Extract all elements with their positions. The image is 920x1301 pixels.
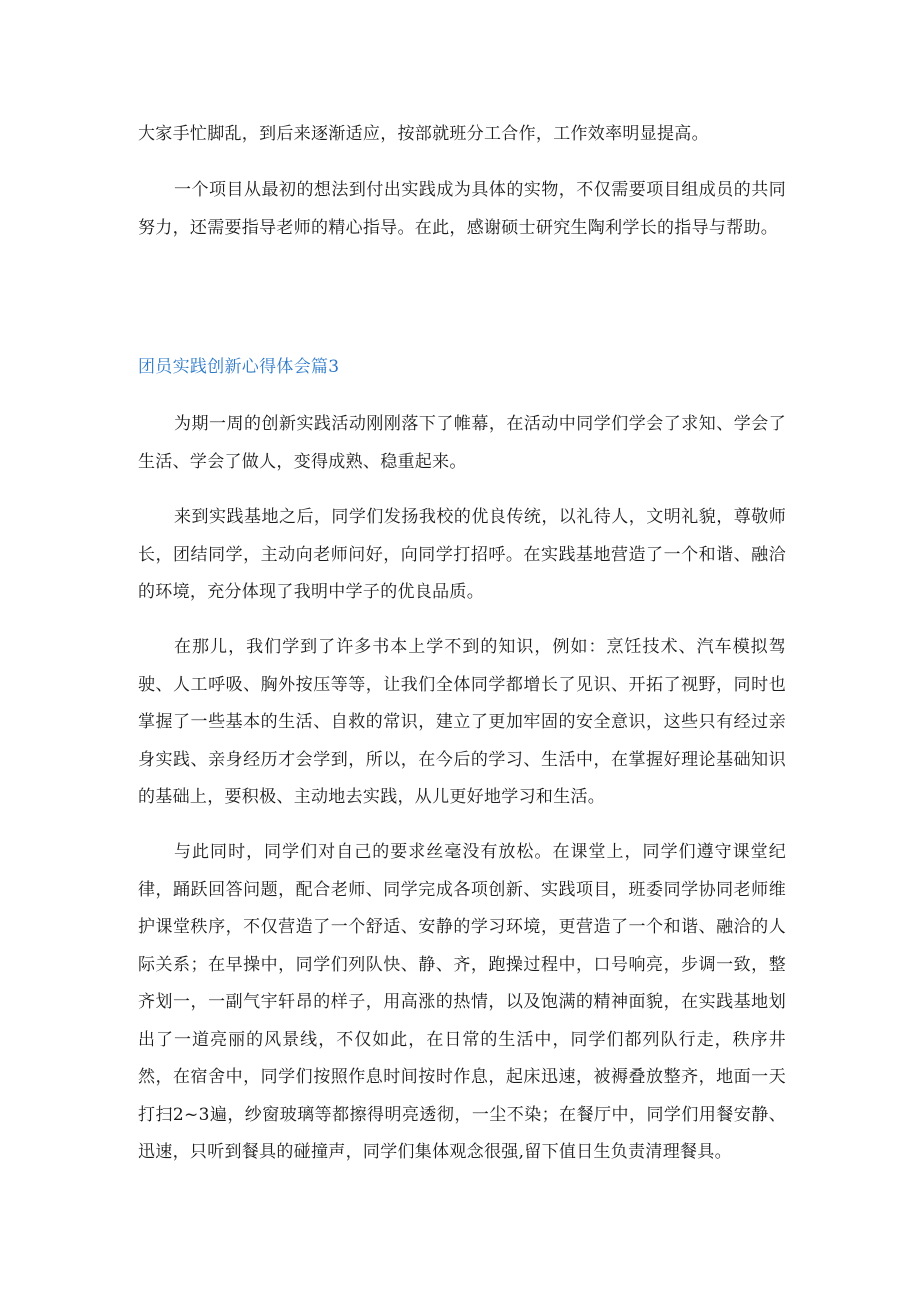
section-heading: 团员实践创新心得体会篇3	[138, 357, 340, 377]
continuation-paragraph-2: 一个项目从最初的想法到付出实践成为具体的实物，不仅需要项目组成员的共同努力，还需要指导老师的精心指导。在此，感谢硕士研究生陶利学长的指导与帮助。	[138, 180, 786, 238]
section-paragraph-4: 与此同时，同学们对自己的要求丝毫没有放松。在课堂上，同学们遵守课堂纪律，踊跃回答问题，配合老师、同学完成各项创新、实践项目，班委同学协同老师维护课堂秩序，不仅营造了一个舒适、安静的学习环境，更营造了一个和谐、融洽的人际关系；在早操中，同学们列队快、静、齐，跑操过程中，口号响亮，步调一致，整齐划一，一副气宇轩昂的样子，用高涨的热情，以及饱满的精神面貌，在实践基地划出了一道亮丽的风景线，不仅如此，在日常的生活中，同学们都列队行走，秩序井然，在宿舍中，同学们按照作息时间按时作息，起床迅速，被褥叠放整齐，地面一天打扫2~3遍，纱窗玻璃等都擦得明亮透彻，一尘不染；在餐厅中，同学们用餐安静、迅速，只听到餐具的碰撞声，同学们集体观念很强,留下值日生负责清理餐具。	[138, 842, 786, 1162]
section-paragraph-3: 在那儿，我们学到了许多书本上学不到的知识，例如：烹饪技术、汽车模拟驾驶、人工呼吸、胸外按压等等，让我们全体同学都增长了见识、开拓了视野，同时也掌握了一些基本的生活、自救的常识，建立了更加牢固的安全意识，这些只有经过亲身实践、亲身经历才会学到，所以，在今后的学习、生活中，在掌握好理论基础知识的基础上，要积极、主动地去实践，从儿更好地学习和生活。	[138, 637, 786, 807]
continuation-paragraph-1: 大家手忙脚乱，到后来逐渐适应，按部就班分工合作，工作效率明显提高。	[138, 124, 709, 144]
section-paragraph-2: 来到实践基地之后，同学们发扬我校的优良传统，以礼待人，文明礼貌，尊敬师长，团结同学，主动向老师问好，向同学打招呼。在实践基地营造了一个和谐、融洽的环境，充分体现了我明中学子的优良品质。	[138, 507, 786, 602]
section-paragraph-1: 为期一周的创新实践活动刚刚落下了帷幕，在活动中同学们学会了求知、学会了生活、学会了做人，变得成熟、稳重起来。	[138, 414, 786, 472]
